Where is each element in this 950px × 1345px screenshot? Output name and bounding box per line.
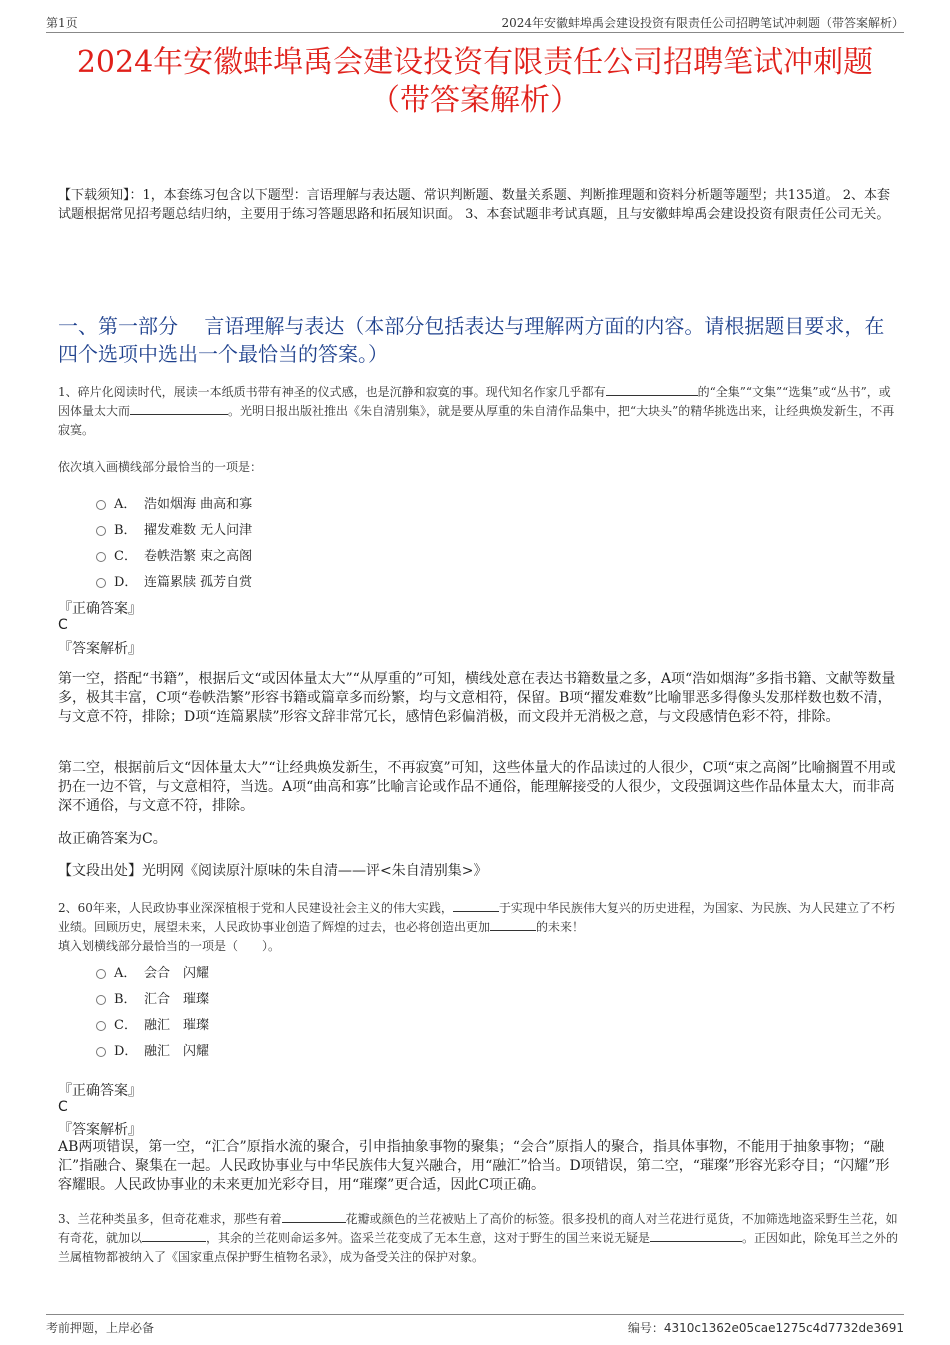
q1-stem: 1、碎片化阅读时代，展读一本纸质书带有神圣的仪式感，也是沉静和寂寞的事。现代知名作家几乎都有 的“全集”“文集”“选集”或“丛书”，或因体量太大而 。光明日报出版社推出《朱自清别集》，就是要从厚重的朱自清作品集中，把“大块头”的精华挑选出来，让经典焕发新生，不再寂寞。 — [58, 385, 895, 437]
blank — [453, 899, 499, 912]
radio-icon[interactable] — [96, 969, 106, 979]
title-line-2: （带答案解析） — [370, 83, 580, 118]
q1-answer-label: 『正确答案』 — [58, 601, 142, 617]
page-number: 第1页 — [46, 16, 78, 30]
q3-stem: 3、兰花种类虽多，但奇花难求，那些有着 花瓣或颜色的兰花被贴上了高价的标签。很多投机的商人对兰花进行觅货，不加筛选地盗采野生兰花，如有奇花，就加以 ，其余的兰花则命运多舛。盗采兰花变成了无本生意，这对于野生的国兰来说无疑是 。正因如此，除兔耳兰之外的兰属植物都被纳入了《国家重点保护野生植物名录》，成为备受关注的保护对象。 — [58, 1212, 899, 1264]
page-title — [40, 44, 910, 120]
page-footer — [46, 1314, 904, 1339]
q2-option-d[interactable]: D． 融汇 闪耀 — [96, 1040, 209, 1059]
radio-icon[interactable] — [96, 1021, 106, 1031]
blank — [282, 1210, 346, 1223]
title-line-1: 2024年安徽蚌埠禹会建设投资有限责任公司招聘笔试冲刺题 — [76, 45, 874, 80]
blank — [650, 1229, 742, 1242]
q1-option-b[interactable]: B． 擢发难数 无人问津 — [96, 519, 252, 538]
blank — [606, 383, 698, 396]
footer-slogan: 考前押题，上岸必备 — [46, 1321, 155, 1335]
q1-conclusion: 故正确答案为C。 — [58, 831, 167, 847]
radio-icon[interactable] — [96, 995, 106, 1005]
q1-option-d[interactable]: D． 连篇累牍 孤芳自赏 — [96, 571, 252, 590]
blank — [142, 1229, 206, 1242]
radio-icon[interactable] — [96, 500, 106, 510]
q1-answer: C — [58, 617, 68, 633]
q1-prompt: 依次填入画横线部分最恰当的一项是： — [58, 460, 263, 474]
q2-analysis: AB两项错误，第一空，“汇合”原指水流的聚合，引申指抽象事物的聚集；“会合”原指人的聚合，指具体事物，不能用于抽象事物；“融汇”指融合、聚集在一起。人民政协事业与中华民族伟大复兴融合，用“融汇”恰当。D项错误，第二空，“璀璨”形容光彩夺目；“闪耀”形容耀眼。人民政协事业的未来更加光彩夺目，用“璀璨”更合适，因此C项正确。 — [58, 1139, 890, 1193]
radio-icon[interactable] — [96, 552, 106, 562]
header-doc-title: 2024年安徽蚌埠禹会建设投资有限责任公司招聘笔试冲刺题（带答案解析） — [501, 16, 904, 30]
q2-analysis-label: 『答案解析』 — [58, 1122, 142, 1138]
q1-analysis-label: 『答案解析』 — [58, 641, 142, 657]
q1-analysis-p1: 第一空，搭配“书籍”，根据后文“或因体量太大”“从厚重的”可知，横线处意在表达书籍数量之多，A项“浩如烟海”多指书籍、文献等数量多，极其丰富，C项“卷帙浩繁”形容书籍或篇章多而纷繁，均与文意相符，保留。B项“擢发难数”比喻罪恶多得像头发那样数也数不清，与文意不符，排除；D项“连篇累牍”形容文辞非常冗长，感情色彩偏消极，而文段并无消极之意，与文段感情色彩不符，排除。 — [58, 671, 896, 725]
q1-option-c[interactable]: C． 卷帙浩繁 束之高阁 — [96, 545, 252, 564]
q1-option-a[interactable]: A． 浩如烟海 曲高和寡 — [96, 493, 252, 512]
section-heading: 一、第一部分 言语理解与表达（本部分包括表达与理解两方面的内容。请根据题目要求，在四个选项中选出一个最恰当的答案。） — [58, 314, 885, 366]
q2-prompt: 填入划横线部分最恰当的一项是（ ）。 — [58, 939, 281, 953]
q2-option-a[interactable]: A． 会合 闪耀 — [96, 962, 209, 981]
q1-analysis-p2: 第二空，根据前后文“因体量太大”“让经典焕发新生，不再寂寞”可知，这些体量大的作品读过的人很少，C项“束之高阁”比喻搁置不用或扔在一边不管，与文意相符，当选。A项“曲高和寡”比喻言论或作品不通俗，能理解接受的人很少，文段强调这些作品体量太大，而非高深不通俗，与文意不符，排除。 — [58, 760, 896, 814]
q2-option-b[interactable]: B． 汇合 璀璨 — [96, 988, 209, 1007]
radio-icon[interactable] — [96, 526, 106, 536]
q1-source: 【文段出处】光明网《阅读原汁原味的朱自清——评<朱自清别集>》 — [58, 863, 488, 879]
q2-answer: C — [58, 1099, 68, 1115]
radio-icon[interactable] — [96, 578, 106, 588]
footer-code: 编号：4310c1362e05cae1275c4d7732de3691 — [627, 1321, 904, 1335]
q2-stem: 2、60年来，人民政协事业深深植根于党和人民建设社会主义的伟大实践， 于实现中华民族伟大复兴的历史进程，为国家、为民族、为人民建立了不朽业绩。回顾历史，展望未来，人民政协事业创造了辉煌的过去，也必将创造出更加 的未来！ — [58, 901, 895, 934]
blank — [490, 918, 536, 931]
q2-option-c[interactable]: C． 融汇 璀璨 — [96, 1014, 209, 1033]
blank — [130, 402, 228, 415]
radio-icon[interactable] — [96, 1047, 106, 1057]
page-header — [46, 14, 904, 33]
download-notice: 【下载须知】：1，本套练习包含以下题型：言语理解与表达题、常识判断题、数量关系题、判断推理题和资料分析题等题型；共135道。 2、本套试题根据常见招考题总结归纳，主要用于练习答题思路和拓展知识面。 3、本套试题非考试真题，且与安徽蚌埠禹会建设投资有限责任公司无关。 — [58, 188, 890, 222]
q2-answer-label: 『正确答案』 — [58, 1083, 142, 1099]
